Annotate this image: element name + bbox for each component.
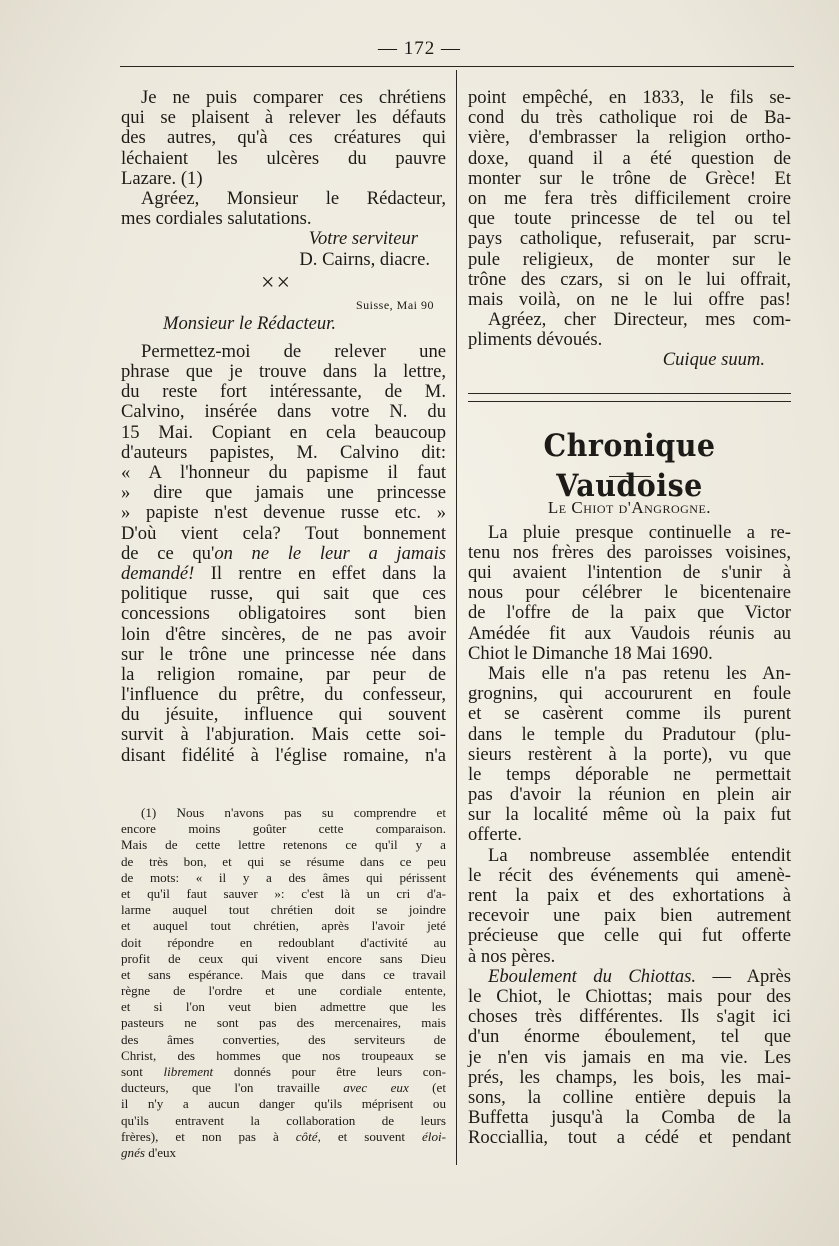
text-line: nous pour célébrer le bicentenaire (468, 582, 791, 604)
text-line: cond du très catholique roi de Ba- (468, 107, 791, 129)
text-line: Calvino, insérée dans votre N. du (121, 401, 446, 423)
text-line: survit à l'abjuration. Mais cette soi- (121, 724, 446, 746)
text-line: monter sur le trône de Grèce! Et (468, 167, 791, 189)
text-line: qui avaient l'intention de s'unir à (468, 562, 791, 583)
text-line: qui se plaisent à relever les défauts (121, 107, 446, 129)
section-title: Chronique Vaudoise (543, 427, 716, 504)
text-line: je n'en vis jamais en ma vie. Les (468, 1046, 791, 1068)
text-line: « A l'honneur du papisme il faut (121, 462, 446, 483)
text-line: point empêché, en 1833, le fils se- (468, 87, 791, 108)
column-separator (456, 70, 457, 1165)
footnote-line: des âmes converties, des serviteurs de (121, 1031, 446, 1047)
footnote (121, 805, 446, 1161)
letter-signature: Cuique suum. (662, 349, 765, 371)
text-line: l'influence du prêtre, du confesseur, (121, 684, 446, 706)
footnote-line: Mais de cette lettre retenons ce qu'il y a (121, 837, 446, 853)
text-line: tenu nos frères des paroisses voisines, (468, 541, 791, 563)
text-line: La nombreuse assemblée entendit (488, 844, 791, 866)
footnote-line: Christ, des hommes que nos troupeaux se (121, 1047, 446, 1063)
footnote-line: sont librement donnés pour être leurs con- (121, 1064, 446, 1079)
text-line: » papiste n'est devenue russe etc. » (121, 502, 446, 524)
text-line: on me fera très difficilement croire (468, 187, 791, 209)
text-line: politique russe, qui sait que ces (121, 583, 446, 605)
footnote-line: larme auquel tout chrétien doit se joindre (121, 902, 446, 918)
footnote-line: (1) Nous n'avons pas su comprendre et (141, 805, 446, 820)
signature-name: D. Cairns, diacre. (299, 248, 430, 270)
footnote-line: frères), et non pas à côté, et souvent éloi- (121, 1128, 446, 1144)
text-line: Eboulement du Chiottas. — Après (488, 965, 791, 987)
footnote-line: et qu'il faut sauver »: c'est là un cri d'a- (121, 885, 446, 901)
footnote-line: encore moins goûter cette comparaison. (121, 821, 446, 837)
text-line: loin d'être sincères, de ne pas avoir (121, 623, 446, 645)
footnote-line: doit répondre en redoublant d'activité au (121, 934, 446, 950)
text-line: à nos pères. (468, 945, 556, 967)
text-line: le récit des événements qui amenè- (468, 864, 791, 886)
text-line: recevoir une paix bien autrement (468, 905, 791, 927)
signature-label: Votre serviteur (308, 228, 418, 250)
text-line: Amédée fit aux Vaudois réunis au (468, 622, 791, 644)
footnote-line: profit de ceux qui vivent encore sans Dieu (121, 950, 446, 966)
right-column (468, 88, 791, 1148)
text-line: sieurs restèrent à la porte), vu que (468, 743, 791, 765)
text-line: prés, les champs, les bois, les mai- (468, 1066, 791, 1088)
text-line: d'un énorme éboulement, tel que (468, 1026, 791, 1048)
text-line: mais voilà, on ne le lui offre pas! (468, 288, 791, 310)
footnote-line: gnés d'eux (121, 1144, 177, 1160)
text-line: Lazare. (1) (121, 167, 203, 189)
salutation: Monsieur le Rédacteur. (163, 312, 336, 334)
text-line: pliments dévoués. (468, 329, 603, 351)
text-line: sur la localité même où la paix fut (468, 804, 791, 826)
text-line: d'auteurs papistes, M. Calvino dit: (121, 441, 446, 463)
text-line: du jésuite, influence qui souvent (121, 704, 446, 726)
page-number: — 172 — (378, 38, 461, 59)
text-line: Agréez, cher Directeur, mes com- (488, 309, 791, 331)
footnote-line: ducteurs, que l'on travaille avec eux (et (121, 1080, 446, 1096)
text-line: dans le temple du Pradutour (plu- (468, 723, 791, 745)
text-line: disant fidélité à l'église romaine, n'a (121, 744, 446, 766)
text-line: Rocciallia, tout a cédé et pendant (468, 1127, 791, 1149)
footnote-line: et sans espérance. Mais que dans ce travail (121, 966, 446, 982)
text-line: que toute princesse de tel ou tel (468, 208, 791, 230)
text-line: trône des czars, si on le lui offrait, (468, 268, 791, 290)
text-line: précieuse que celle qui fut offerte (468, 925, 791, 947)
text-line: » dire que jamais une princesse (121, 482, 446, 504)
footnote-line: de très bon, et qui se résume dans ce peu (121, 853, 446, 869)
text-line: de l'offre de la paix que Victor (468, 602, 791, 624)
section-separator (468, 393, 791, 402)
text-line: demandé! Il rentre en effet dans la (121, 562, 446, 584)
text-line: le Chiot, le Chiottas; mais pour des (468, 985, 791, 1007)
text-line: du reste fort intéressante, de M. (121, 381, 446, 403)
text-line: Buffetta jusqu'à la Comba de la (468, 1107, 791, 1129)
text-line: léchaient les ulcères du pauvre (121, 147, 446, 169)
text-line: D'où vient cela? Tout bonnement (121, 522, 446, 544)
text-line: Chiot le Dimanche 18 Mai 1690. (468, 642, 713, 664)
footnote-line: et si l'on veut bien admettre que les (121, 999, 446, 1015)
footnote-line: il n'y a aucun danger qu'ils méprisent ou (121, 1096, 446, 1112)
text-line: Je ne puis comparer ces chrétiens (141, 87, 446, 108)
text-line: le temps déporable ne permettait (468, 763, 791, 785)
left-column (121, 88, 446, 766)
text-line: vière, d'embrasser la religion ortho- (468, 127, 791, 149)
text-line: concessions obligatoires sont bien (121, 603, 446, 625)
footnote-line: qu'ils entravent la collaboration de leurs (121, 1112, 446, 1128)
dateline: Suisse, Mai 90 (355, 297, 434, 312)
text-line: pays catholique, refuserait, par scru- (468, 228, 791, 250)
text-line: choses très différentes. Ils s'agit ici (468, 1006, 791, 1028)
section-divider: ×× (261, 269, 293, 296)
text-line: offerte. (468, 824, 522, 846)
text-line: 15 Mai. Copiant en cela beaucoup (121, 421, 446, 443)
article-subhead: Le Chiot d'Angrogne. (547, 497, 712, 517)
text-line: grognins, qui accoururent en foule (468, 683, 791, 705)
text-line: des autres, qu'à ces créatures qui (121, 127, 446, 149)
footnote-line: règne de l'ordre et une cordiale entente, (121, 983, 446, 999)
text-line: mes cordiales salutations. (121, 208, 312, 230)
text-line: La pluie presque continuelle a re- (488, 521, 791, 543)
text-line: phrase que je trouve dans la lettre, (121, 361, 446, 383)
text-line: Mais elle n'a pas retenu les An- (488, 662, 791, 684)
text-line: sur le trône une princesse née dans (121, 643, 446, 665)
footnote-line: et auquel tout chrétien, après l'avoir jeté (121, 918, 446, 934)
text-line: rent la paix et des exhortations à (468, 885, 791, 906)
text-line: Agréez, Monsieur le Rédacteur, (141, 187, 446, 209)
text-line: pule religieux, de monter sur le (468, 248, 791, 270)
text-line: et se casèrent comme ils purent (468, 703, 791, 725)
footnote-line: pasteurs ne sont pas des mercenaires, mais (121, 1015, 446, 1031)
text-line: Permettez-moi de relever une (141, 340, 446, 362)
text-line: de ce qu'on ne le leur a jamais (121, 542, 446, 564)
text-line: doxe, quand il a été question de (468, 147, 791, 169)
header-rule (120, 66, 794, 67)
footnote-line: de mots: « il y a des âmes qui périssent (121, 869, 446, 885)
text-line: sons, la colline entière depuis la (468, 1086, 791, 1108)
text-line: la religion romaine, par peur de (121, 663, 446, 685)
text-line: pas d'avoir la réunion en plein air (468, 784, 791, 806)
